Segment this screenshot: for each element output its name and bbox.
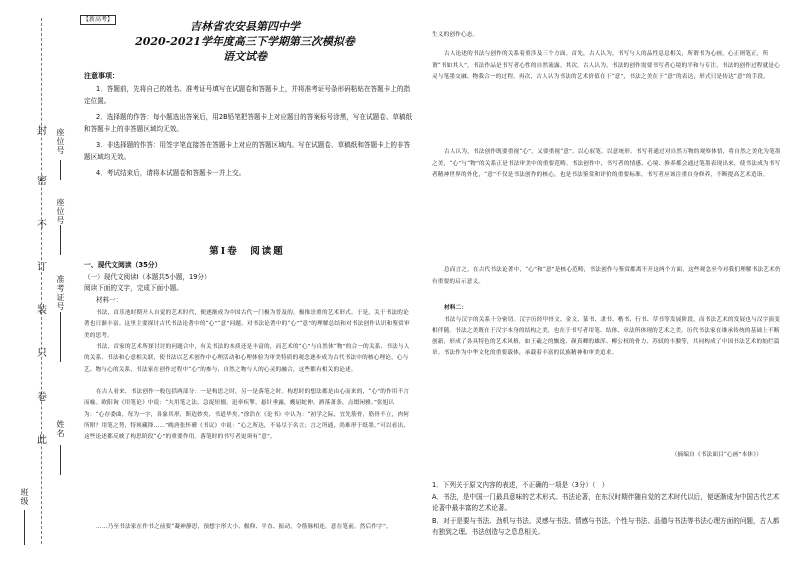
name-line[interactable] — [60, 445, 61, 475]
material1-body — [84, 308, 414, 556]
notice-3: 3．非选择题的作答：用签字笔直接答在答题卡上对应的答题区域内。写在试题卷、草稿纸和答题卡上的非答题区域均无效。 — [84, 141, 411, 161]
question-block — [432, 480, 782, 540]
notice-title: 注意事项： — [84, 72, 119, 80]
material2-para: 书法与汉字的关系十分密切。汉字历经甲骨文、金文、篆书、隶书、楷书、行书、草书等发展阶段，而书法艺术的发展也与汉字演变相伴随。书法之美既在于汉字本身的结构之美，也在于书写者用笔、结体、章法所体现的艺术之美。历代书法家在继承传统的基础上不断创新，形成了各具特色的艺术风格，如王羲之的飘逸、颜真卿的雄浑、柳公权的骨力、苏轼的丰腴等，共同构成了中国书法艺术的灿烂篇章。书法作为中华文化的重要载体，承载着丰富的民族精神和审美追求。 — [432, 316, 781, 357]
question-1: 1．下列关于原文内容的表述，不正确的一项是（3分）（ ） — [432, 481, 609, 489]
reading-intro — [84, 260, 414, 306]
seal-char-4: 订 — [37, 262, 47, 273]
material1-para-1: 书法，首乐池时期开人自觉的艺术时代，便逐渐成为中国古代一门极为普及的，极推崇重的艺术形式。于是，关于书法的论著也日渐丰富。这里主要探讨古代书法论著中的“心”“意”问题。对书法论著中的“心”“意”的理解总结和对书法创作认识和鉴赏审美的思考。 — [84, 310, 410, 339]
seal-char-5: 装 — [37, 305, 47, 316]
citation: （摘编自《书法面目“心画”本体》） — [671, 451, 762, 458]
right-para-1: 古人论述的书法与创作的关系着重涉及三个方面。首先，古人认为，书写与人的品性息息相关，所谓书为心画，心正则笔正，所谓“书如其人”，书法作品是书写者心性的自然流露。其次，古人认为，书法的创作需要书写者心境的平和与专注，书法的创作过程就是心灵与笔墨交融、物我合一的过程。再次，古人认为书法的艺术价值在于“意”，书法之美在于“意”的表达，形式只是传达“意”的手段。 — [432, 51, 780, 80]
part1-heading: 一、现代文阅读（35分） — [84, 261, 162, 269]
right-column — [432, 30, 782, 461]
seat-number-line[interactable] — [60, 160, 61, 180]
seal-char-8: 此 — [37, 435, 47, 446]
material1-para-3: 在古人看来，书法创作一般包括两部分：一是构思之时，另一是落笔之时。构思时的想法都是由心而来的，“心”的作用不言而喻。欧阳询《用笔论》中说：“夫用笔之法，急捉短搦，迅牵疾掣，悬针垂露，蠖屈蛇伸，洒落萧条，点缀闲雅。”张旭认为：“心存委曲，每为一字，各象其形，斯造妙矣，书道毕矣。”徐浩在《论书》中认为：“初学之际，宜先筋骨，筋骨不立，肉何所附？用笔之势，特须藏锋……”晚唐张怀瓘《书议》中说：“心之所达，不易尽于名言；言之所通，尚难形于纸墨。”可以看出，这些论述都反映了构思阶段“心”的重要作用。落笔时的书写者更须有“意”。 — [84, 389, 410, 441]
seal-char-6: 只 — [37, 348, 47, 359]
seat-number-label: 座位号 — [56, 128, 65, 155]
option-b[interactable]: B．对于是要与书法、劲机与书法、灵感与书法、情感与书法、个性与书法、品德与书法等书法心理方面的问题，古人都有独到之理。书法创造与之息息相关。 — [432, 516, 780, 537]
material2-label: 材料二： — [444, 305, 468, 312]
material1-para-2: 书法，首家的艺术所探讨讨的问题合中，有关书法的本质还是丰富的，而艺术的“心”与自然体“物”的合一的关系、书法与人的关系、书法和心意相关联，使书法以艺术创作中心理活动和心理体验为审美特质的观念逐步成为古代书法中的核心理论，心与艺、物与心的关系，书法家在创作过程中“心”的参与，自然之物与人的心灵的融合，这些都有相关的论述。 — [84, 344, 410, 373]
exam-number-line[interactable] — [60, 312, 61, 362]
class-label: 班级 — [20, 488, 29, 506]
notice-1: 1．答题前，先将自己的姓名、准考证号填写在试题卷和答题卡上，并将准考证号条形码粘贴在答题卡上的指定位置。 — [84, 85, 411, 105]
right-continuation: 生义的创作心态。 — [432, 32, 479, 38]
seal-char-2: 密 — [37, 176, 47, 187]
seat-number-line-2[interactable] — [60, 225, 61, 255]
instruction: 阅读下面的文字，完成下面小题。 — [84, 284, 183, 293]
exam-number-label: 准考证号 — [56, 275, 65, 311]
part1-subheading: （一）现代文阅读Ⅰ（本题共5小题，19分） — [84, 272, 211, 281]
right-para-3: 总而言之，在古代书法论著中，“心”和“意”是核心范畴，书法创作与鉴赏都离不开这两个方面，这些观念至今对我们理解书法艺术仍有重要的启示意义。 — [432, 267, 781, 285]
seat-number-label-2: 座位号 — [56, 198, 65, 225]
seal-char-3: 不 — [37, 220, 47, 231]
material1-label: 材料一： — [96, 295, 123, 304]
badge-label: 【新高考】 — [80, 15, 116, 25]
exam-title: 2020-2021学年度高三下学期第三次模拟卷 — [135, 35, 355, 48]
notice-block — [84, 70, 414, 180]
notice-4: 4．考试结束后，请将本试题卷和答题卡一并上交。 — [96, 169, 246, 177]
notice-2: 2．选择题的作答：每小题选出答案后，用2B铅笔把答题卡上对应题目的答案标号涂黑，写在试题卷、草稿纸和答题卡上的非答题区域均无效。 — [84, 113, 413, 133]
subject-title: 语文试卷 — [223, 50, 267, 63]
school-title: 吉林省农安县第四中学 — [190, 20, 300, 33]
class-line[interactable] — [24, 510, 25, 545]
section-title: 第Ⅰ卷 阅读题 — [209, 246, 285, 257]
material1-para-4: ……乃至书法家在作书之前要“凝神静思，预想字形大小、偃仰、平直、振动，令筋脉相连，意在笔前，然后作字”。 — [96, 524, 392, 530]
name-label: 姓名 — [56, 420, 65, 438]
seal-char-7: 卷 — [37, 392, 47, 403]
cut-line — [41, 18, 42, 544]
option-a[interactable]: A．书法，是中国一门最具意味的艺术形式。书法论著，在东汉时期伴随自觉的艺术时代以后，便逐渐成为中国古代艺术论著中最丰富的艺术论著。 — [432, 492, 780, 513]
binding-margin — [0, 0, 72, 562]
seal-char-1: 封 — [37, 126, 47, 137]
right-para-2: 古人认为，书法创作既要重视“心”，又要重视“意”。以心驭笔，以意统形。书写者通过对自然万物的观察体悟，将自然之美化为笔墨之美，“心”与“物”的关系正是书法审美中的重要范畴。书法创作中，书写者的情感、心境、修养都会通过笔墨表现出来，使书法成为书写者精神世界的外化，“意”不仅是书法创作的核心，也是书法鉴赏和评价的重要标准。书写者应该注重自身修养，不断提高艺术造诣。 — [432, 149, 781, 178]
